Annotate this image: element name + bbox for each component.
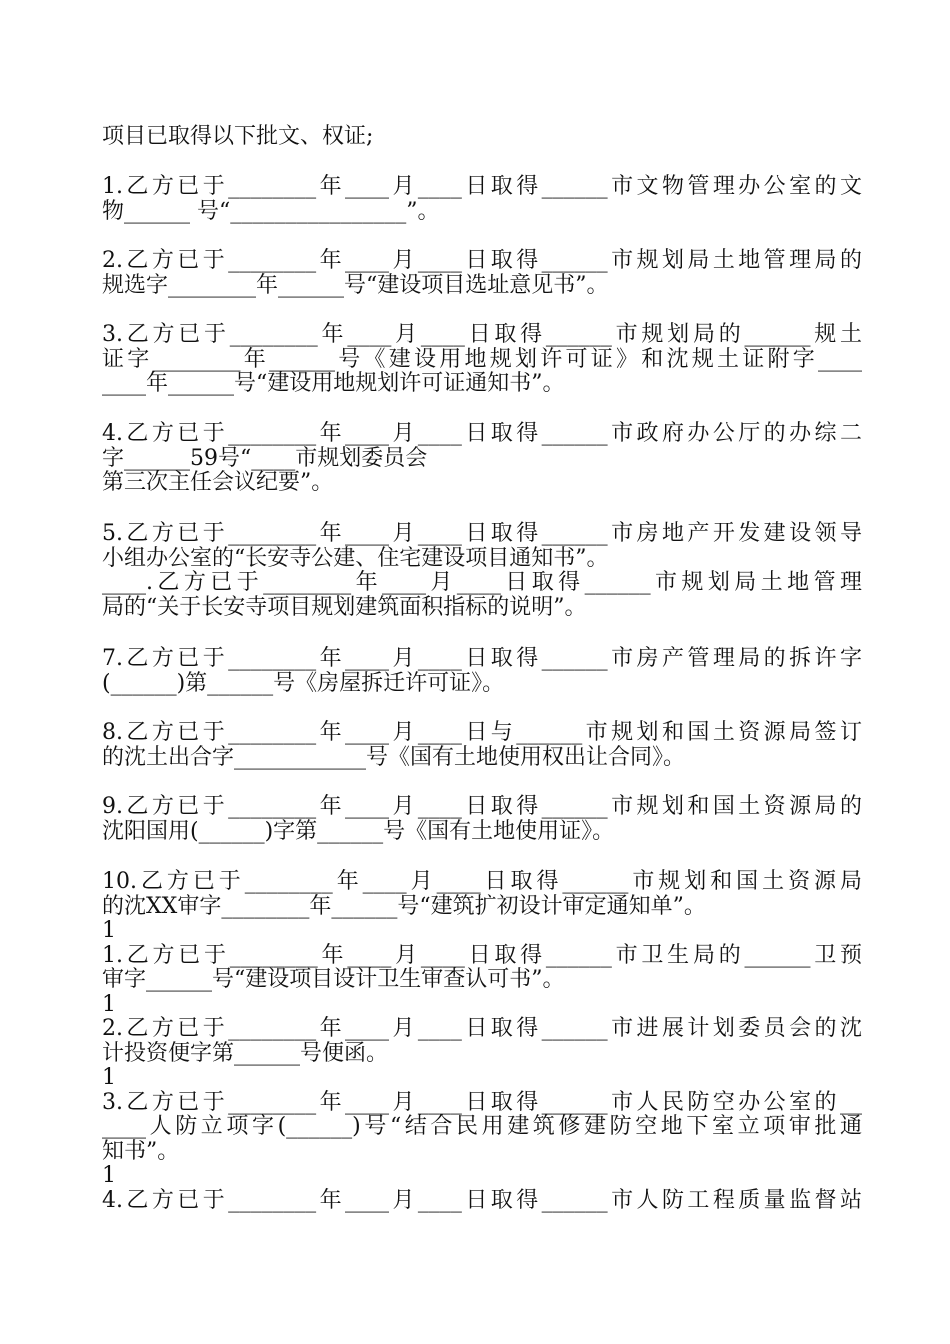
- item-7: [102, 647, 862, 696]
- item-line: 4.乙方已于________年____月____日取得______市人防工程质量监督站: [102, 1187, 862, 1213]
- item-line: 规选字________年______号“建设项目选址意见书”。: [102, 272, 609, 298]
- item-line: 3.乙方已于________年____月____日取得______市规划局的______规土: [102, 322, 862, 347]
- item-8: [102, 721, 862, 770]
- item-5: [102, 522, 862, 620]
- item-line: 小组办公室的“长安寺公建、住宅建设项目通知书”。: [102, 545, 609, 571]
- item-line: 7.乙方已于________年____月____日取得______市房产管理局的拆许字: [102, 646, 862, 671]
- item-line: 3.乙方已于________年____月____日取得______市人民防空办公室的__: [102, 1089, 862, 1115]
- item-line: ____年______号“建设用地规划许可证通知书”。: [102, 371, 565, 396]
- item-line: 1: [102, 991, 116, 1017]
- item-line: 局的“关于长安寺项目规划建筑面积指标的说明”。: [102, 594, 587, 620]
- item-line: 2.乙方已于________年____月____日取得______市进展计划委员会的沈: [102, 1016, 862, 1041]
- item-line: 5.乙方已于________年____月____日取得______市房地产开发建设领导: [102, 521, 862, 546]
- item-line: 9.乙方已于________年____月____日取得______市规划和国土资源局的: [102, 794, 862, 819]
- item-line: 第三次主任会议纪要”。: [102, 470, 334, 495]
- item-line: 知书”。: [102, 1138, 180, 1164]
- item-1: [102, 175, 862, 224]
- item-line: 字______59号“____市规划委员会: [102, 445, 428, 471]
- item-line: (______)第______号《房屋拆迁许可证》。: [102, 670, 505, 696]
- item-9: [102, 795, 862, 844]
- item-line: 物______ 号“________________”。: [102, 198, 440, 224]
- item-line: 1.乙方已于________年____月____日取得______市文物管理办公室的文: [102, 174, 862, 199]
- intro-text: 项目已取得以下批文、权证;: [102, 124, 374, 149]
- item-line: 证字________年______号《建设用地规划许可证》和沈规土证附字____: [102, 346, 862, 372]
- item-line: 1: [102, 1163, 116, 1188]
- item-line: 的沈土出合字____________号《国有土地使用权出让合同》。: [102, 744, 686, 770]
- item-line: 计投资便字第______号便函。: [102, 1040, 389, 1066]
- item-2: [102, 249, 862, 298]
- item-line: 1: [102, 918, 116, 943]
- item-line: 2.乙方已于________年____月____日取得______市规划局土地管理局的: [102, 248, 862, 273]
- item-line: 的沈XX审字________年______号“建筑扩初设计审定通知单”。: [102, 893, 706, 919]
- item-10: [102, 870, 862, 1213]
- item-line: 10.乙方已于________年____月____日取得______市规划和国土资源局: [102, 869, 862, 894]
- item-4: [102, 422, 862, 496]
- item-line: 4.乙方已于________年____月____日取得______市政府办公厅的办综二: [102, 421, 862, 446]
- item-line: 1.乙方已于________年____月____日取得______市卫生局的______卫预: [102, 942, 862, 968]
- item-line: 8.乙方已于________年____月____日与______市规划和国土资源局签订: [102, 720, 862, 745]
- item-3: [102, 323, 862, 397]
- item-line: 审字______号“建设项目设计卫生审查认可书”。: [102, 967, 565, 992]
- item-line: 沈阳国用(______)字第______号《国有土地使用证》。: [102, 818, 615, 844]
- item-line: 1: [102, 1065, 116, 1090]
- item-line: ____人防立项字(______)号“结合民用建筑修建防空地下室立项审批通: [102, 1114, 862, 1139]
- item-line: ____.乙方已于________年____月____日取得______市规划局土地管理: [102, 570, 862, 595]
